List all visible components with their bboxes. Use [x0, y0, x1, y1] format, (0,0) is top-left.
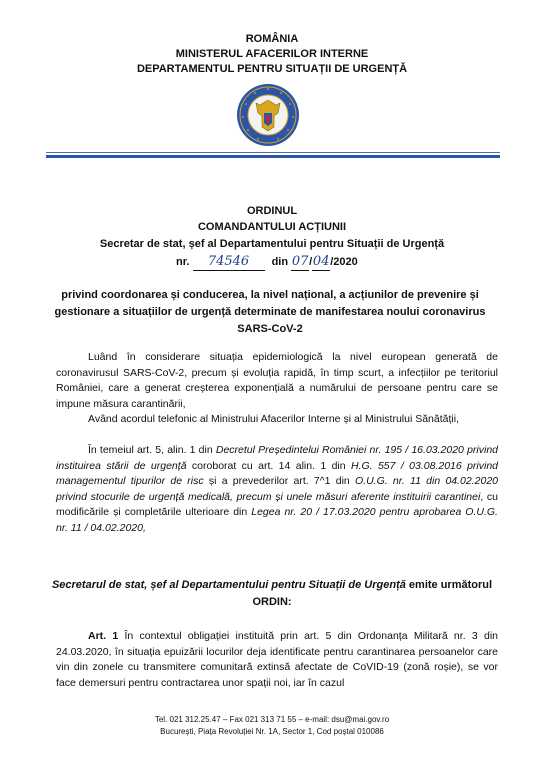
order-title: ORDINUL: [246, 205, 298, 217]
subject-line-2: gestionare a situațiilor de urgență determinate de manifestarea noului coronavirus: [54, 306, 486, 318]
header-ministry: MINISTERUL AFACERILOR INTERNE: [175, 48, 369, 60]
article-1-text: În contextul obligației instituită prin art. 5 din Ordonanța Militară nr. 3 din 24.03.2020, în situația epuizării locurilor deja identificate pentru carantinarea persoanelor care vin din zonele cu transmitere comunitară extinsă afectate de CoVID-19 (zonă roșie), se vor face demersuri pentru contractarea unor spații noi, iar în cazul: [56, 630, 499, 689]
subject-line-3: SARS-CoV-2: [237, 323, 303, 335]
date-day-field: [291, 254, 309, 271]
date-year: /2020: [330, 256, 358, 268]
article-1-label: Art. 1: [88, 630, 119, 642]
date-month: 04: [312, 254, 330, 269]
order-issuer: Secretar de stat, șef al Departamentului pentru Situații de Urgență: [99, 238, 445, 250]
header-country: ROMÂNIA: [245, 33, 299, 45]
date-day: 07: [291, 254, 309, 269]
header-department: DEPARTAMENTUL PENTRU SITUAȚII DE URGENȚĂ: [136, 63, 408, 75]
legal-basis-part-a: În temeiul art. 5, alin. 1 din: [88, 444, 216, 456]
footer-contact: Tel. 021 312.25.47 – Fax 021 313 71 55 – e-mail: dsu@mai.gov.ro: [154, 715, 390, 724]
legal-basis-decree: Decretul Președintelui României nr. 195 / 16.03.2020 privind instituirea stării de urgență: [56, 444, 498, 472]
article-1: [56, 629, 498, 691]
paragraph-agreement: Având acordul telefonic al Ministrului Afacerilor Interne și al Ministrului Sănătății,: [88, 413, 459, 425]
legal-basis-part-c: coroborat cu art. 14 alin. 1 din: [186, 459, 351, 472]
date-month-field: [312, 254, 330, 271]
nr-value: 74546: [207, 254, 250, 269]
paragraph-legal-basis: [56, 443, 498, 536]
nr-label: nr.: [176, 256, 190, 268]
legal-basis-oug: O.U.G. nr. 11 din 04.02.2020 privind stocurile de urgență medicală, precum și unele măsuri aferente instituirii carantinei: [56, 475, 498, 503]
legal-basis-hg: H.G. 557 / 03.08.2016 privind managementul tipurilor de risc: [56, 459, 499, 487]
decree-line-1: [40, 577, 504, 593]
date-label: din: [271, 256, 289, 268]
header-divider-thin: [46, 152, 500, 153]
order-subtitle: COMANDANTULUI ACȚIUNII: [197, 221, 347, 233]
legal-basis-part-g: , cu modificările și completările ulterioare din: [56, 490, 498, 518]
legal-basis-part-e: și a prevederilor art. 7^1 din: [203, 475, 356, 487]
legal-basis-law: Legea nr. 20 / 17.03.2020 pentru aprobarea O.U.G. nr. 11 / 04.02.2020,: [56, 506, 498, 534]
footer-address: București, Piața Revoluției Nr. 1A, Sector 1, Cod poștal 010086: [160, 727, 384, 736]
paragraph-considering: Luând în considerare situația epidemiologică la nivel european generată de coronavirusul SARS-CoV-2, precum și evoluția rapidă, în timp scurt, a infecțiilor pe teritoriul României, care a generat creșterea exponențială a numărului de persoane pentru care se impune măsura carantinării,: [56, 351, 498, 410]
decree-line-2: ORDIN:: [252, 596, 292, 608]
nr-field: [193, 254, 265, 271]
romanian-coat-of-arms-icon: [236, 83, 300, 147]
subject-line-1: privind coordonarea și conducerea, la nivel național, a acțiunilor de prevenire și: [61, 289, 479, 301]
order-number-line: nr. 74546 din 07/04/2020: [176, 254, 358, 269]
header-divider-thick: [46, 155, 500, 158]
decree-issuer: Secretarul de stat, șef al Departamentului pentru Situații de Urgență: [51, 579, 406, 591]
decree-issues: emite următorul: [405, 579, 493, 591]
